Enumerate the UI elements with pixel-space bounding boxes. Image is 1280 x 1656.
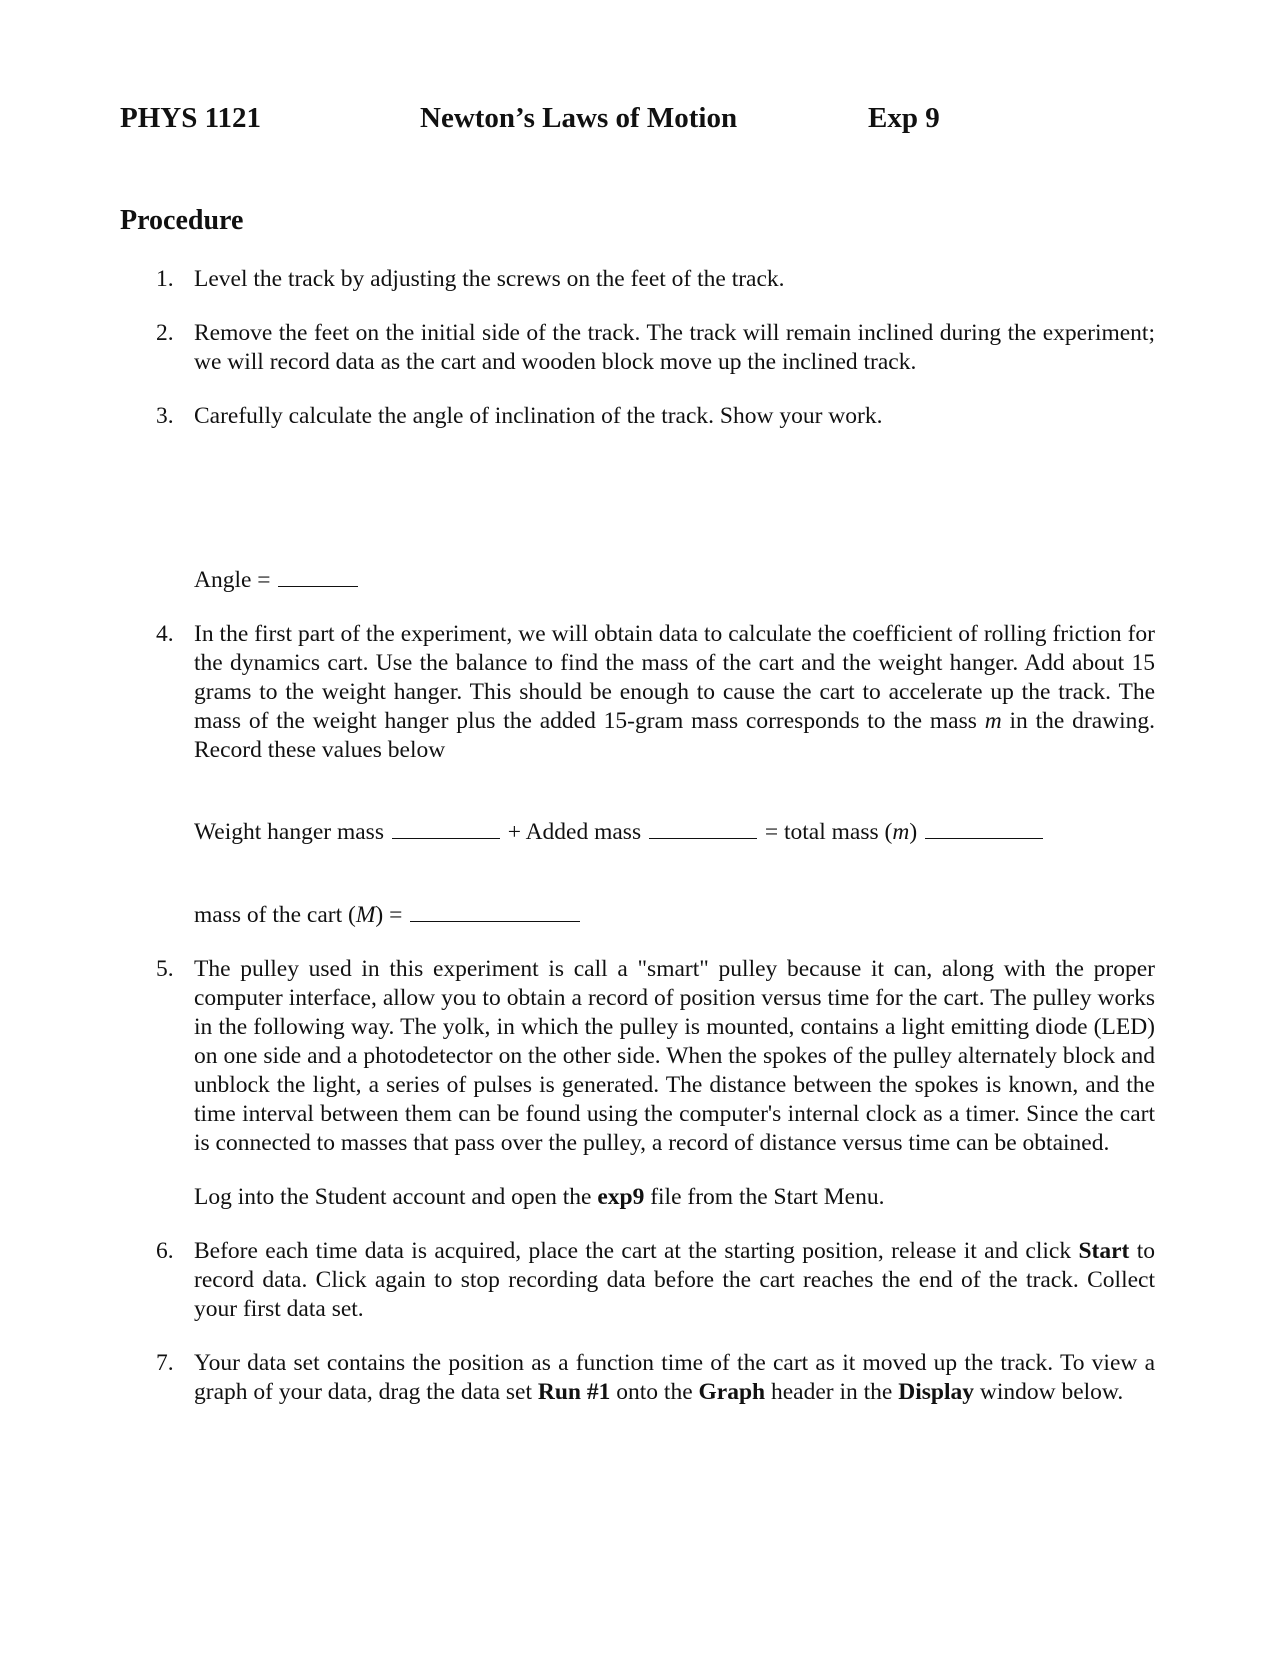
total-mass-blank[interactable]: [925, 818, 1043, 839]
step-number: 6.: [156, 1238, 174, 1264]
step-text: Level the track by adjusting the screws on the feet of the track.: [194, 266, 785, 292]
step-7: [120, 1349, 1155, 1407]
text-part: onto the: [616, 1379, 693, 1405]
text-part: to record data. Click again to stop recording data before the cart reaches the end of the track. Collect your first data set.: [194, 1238, 1156, 1322]
text-part: header in the: [771, 1379, 893, 1405]
step-text-part: In the first part of the experiment, we will obtain data to calculate the coefficient of rolling friction for the dynamics cart. Use the balance to find the mass of the cart and the weight hanger. Add about 15 grams to the weight hanger. This should be enough to cause the cart to accelerate up the track. The mass of the weight hanger plus the added 15-gram mass corresponds to the mass: [194, 621, 1155, 734]
run-keyword: Run #1: [537, 1379, 611, 1405]
total-mass-label: [765, 819, 917, 845]
login-instruction: [194, 1183, 1155, 1212]
angle-blank[interactable]: [278, 566, 358, 587]
course-code: PHYS 1121: [120, 102, 261, 134]
experiment-number: Exp 9: [868, 102, 940, 134]
text-part: Your data set contains the position as a function time of the cart as it moved up the track. To view a graph of your data, drag the data set: [194, 1350, 1155, 1405]
label-part: = total mass (: [764, 819, 893, 845]
step-text: Remove the feet on the initial side of the track. The track will remain inclined during the experiment; we will record data as the cart and wooden block move up the inclined track.: [194, 320, 1155, 375]
hanger-mass-blank[interactable]: [392, 818, 500, 839]
text-part: file from the Start Menu.: [650, 1184, 885, 1210]
step-number: 5.: [156, 956, 174, 982]
display-keyword: Display: [898, 1379, 974, 1405]
step-text: [194, 1349, 1155, 1407]
var-m: m: [984, 708, 1002, 734]
start-keyword: Start: [1078, 1238, 1130, 1264]
experiment-title: Newton’s Laws of Motion: [420, 102, 738, 134]
step-5: [120, 955, 1155, 1212]
step-1: [120, 265, 1155, 294]
added-mass-blank[interactable]: [649, 818, 757, 839]
step-number: 1.: [156, 266, 174, 292]
page-header: [120, 102, 1160, 142]
var-M: M: [355, 902, 376, 928]
graph-keyword: Graph: [698, 1379, 766, 1405]
step-text: The pulley used in this experiment is call a "smart" pulley because it can, along with the proper computer interface, allow you to obtain a record of position versus time for the cart. The pulley works in the following way. The yolk, in which the pulley is mounted, contains a light emitting diode (LED) on one side and a photodetector on the other side. When the spokes of the pulley alternately block and unblock the light, a series of pulses is generated. The distance between the spokes is known, and the time interval between them can be found using the computer's internal clock as a timer. Since the cart is connected to masses that pass over the pulley, a record of distance versus time can be obtained.: [194, 956, 1155, 1156]
step-number: 3.: [156, 403, 174, 429]
procedure-steps: [120, 265, 1155, 1407]
file-name: exp9: [597, 1184, 645, 1210]
mass-line: [194, 818, 1155, 847]
step-number: 2.: [156, 320, 174, 346]
cart-mass-blank[interactable]: [410, 901, 580, 922]
step-text: Carefully calculate the angle of inclination of the track. Show your work.: [194, 403, 883, 429]
hanger-mass-label: Weight hanger mass: [194, 819, 384, 845]
step-number: 7.: [156, 1350, 174, 1376]
angle-label: Angle =: [194, 567, 271, 593]
step-text-part: in the drawing. Record these values below: [194, 708, 1155, 763]
step-2: [120, 319, 1155, 377]
step-6: [120, 1237, 1155, 1324]
step-3: [120, 402, 1155, 595]
angle-line: [194, 566, 1155, 595]
cart-mass-label: [194, 902, 402, 928]
step-4: [120, 620, 1155, 930]
step-number: 4.: [156, 621, 174, 647]
label-part: ): [909, 819, 918, 845]
procedure-heading: Procedure: [120, 205, 244, 236]
text-part: window below.: [979, 1379, 1124, 1405]
cart-mass-line: [194, 901, 1155, 930]
text-part: Log into the Student account and open the: [194, 1184, 592, 1210]
text-part: Before each time data is acquired, place the cart at the starting position, release it and click: [194, 1238, 1072, 1264]
step-text: [194, 1237, 1155, 1324]
label-part: mass of the cart (: [194, 902, 356, 928]
added-mass-label: + Added mass: [507, 819, 642, 845]
step-text: [194, 620, 1155, 765]
label-part: ) =: [375, 902, 403, 928]
var-m: m: [892, 819, 910, 845]
